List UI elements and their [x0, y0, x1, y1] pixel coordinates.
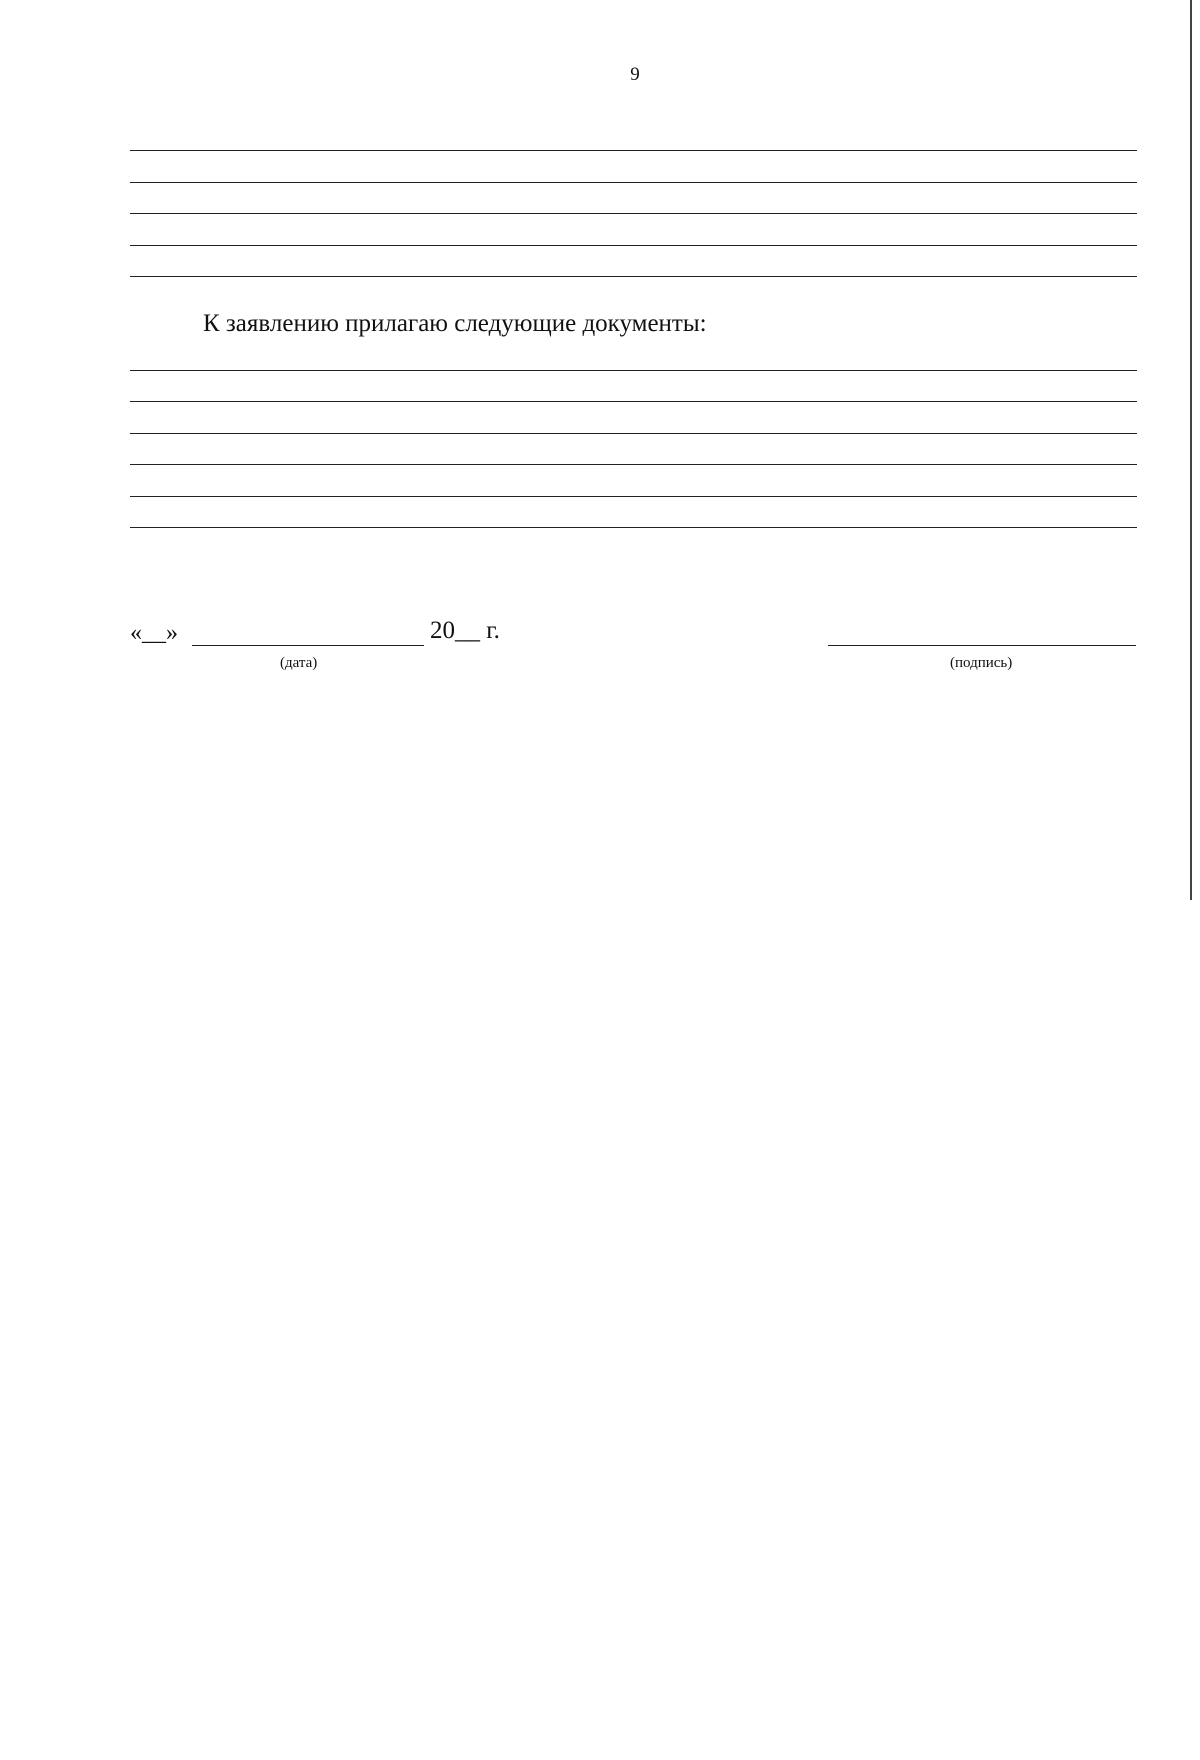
page-number: 9 [630, 64, 640, 85]
attachment-line [130, 370, 1137, 371]
attachments-label: К заявлению прилагаю следующие документы: [203, 310, 707, 337]
attachment-line [130, 401, 1137, 402]
signature-caption: (подпись) [950, 655, 1013, 671]
attachment-line [130, 496, 1137, 497]
day-placeholder: «__» [130, 620, 178, 646]
blank-line [130, 150, 1137, 151]
date-caption: (дата) [280, 655, 318, 671]
blank-line [130, 276, 1137, 277]
blank-line [130, 245, 1137, 246]
date-line [192, 645, 424, 646]
signature-line [828, 645, 1136, 646]
attachment-line [130, 464, 1137, 465]
attachment-line [130, 433, 1137, 434]
year-placeholder: 20__ г. [430, 617, 500, 644]
blank-line [130, 213, 1137, 214]
blank-line [130, 182, 1137, 183]
page-edge-shadow [1190, 0, 1192, 900]
attachment-line [130, 527, 1137, 528]
